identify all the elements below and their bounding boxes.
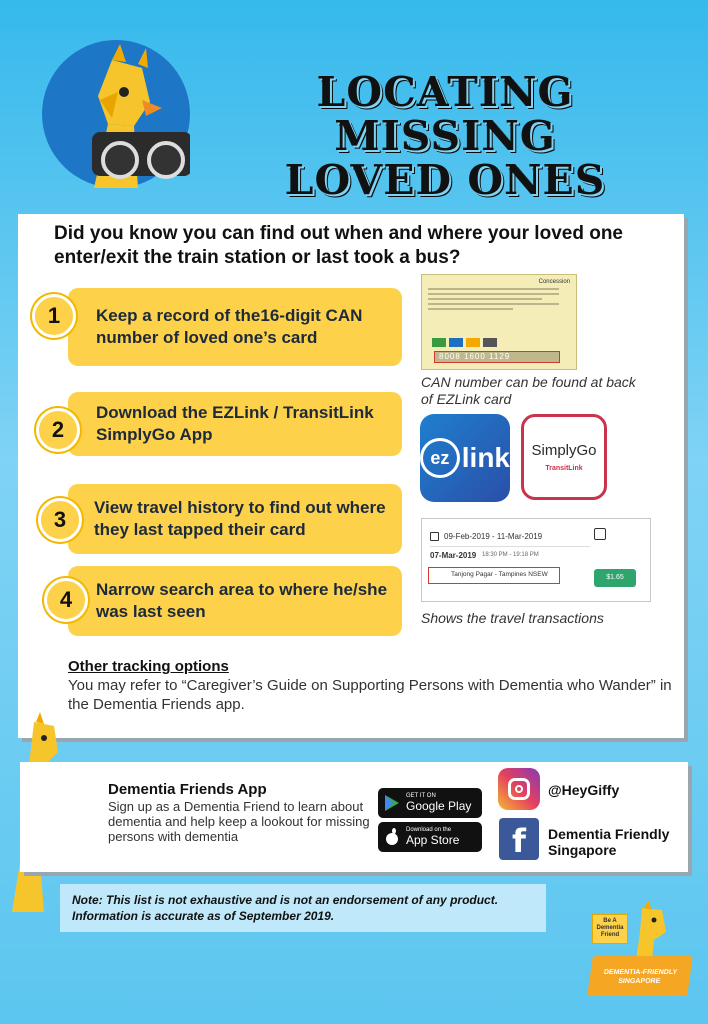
concession-card-image [421,274,577,370]
facebook-page-name[interactable] [548,826,669,858]
concession-heading: Concession [538,279,570,285]
trip-date: 07-Mar-2019 [430,551,477,560]
trip-route: Tanjong Pagar - Tampines NSEW [428,567,560,584]
simplygo-app-icon [521,414,607,500]
travel-history-panel [421,518,651,602]
facebook-line-1: Dementia Friendly [548,826,670,842]
app-store-small: Download on the [406,827,452,833]
step-4 [68,566,402,636]
google-play-small: GET IT ON [406,793,436,799]
facebook-line-2: Singapore [548,842,617,858]
intro-question: Did you know you can find out when and where your loved one enter/exit the train station or last took a bus? [54,223,623,268]
step-1 [68,288,402,366]
ezlink-ez: ez [420,438,460,478]
app-store-big: App Store [406,833,460,847]
step-3-number: 3 [38,498,82,542]
app-store-button[interactable] [378,822,482,852]
be-a-dementia-friend-tag: Be A Dementia Friend [592,914,628,944]
step-3-text: View travel history to find out where they last tapped their card [94,498,386,539]
step-2 [68,392,402,456]
step-2-number: 2 [36,408,80,452]
trip-time: 18:30 PM - 19:18 PM [482,552,539,558]
step-1-number: 1 [32,294,76,338]
giraffe-binoculars-icon [42,40,190,188]
ezlink-link: link [461,442,510,473]
other-options-text: You may refer to “Caregiver’s Guide on Supporting Persons with Dementia who Wander” in the Dementia Friends app. [68,677,672,713]
play-store-icon [384,794,400,812]
trip-fare: $1.65 [594,569,636,587]
title-line-2: LOVED ONES [284,156,606,204]
other-options-title: Other tracking options [68,658,229,675]
card-logos-icon [432,338,497,347]
ezlink-app-icon [420,414,510,502]
date-range [430,527,590,547]
dementia-app-text: Sign up as a Dementia Friend to learn about dementia and help keep a lookout for missing persons with dementia [108,799,370,844]
title-line-1: LOCATING MISSING [316,68,574,160]
step-3 [68,484,402,554]
dementia-app-title: Dementia Friends App [108,781,267,798]
disclaimer-note: Note: This list is not exhaustive and is not an endorsement of any product. Information is accurate as of September 2019. [60,884,546,932]
calendar-icon [430,532,439,541]
apple-icon [384,828,400,846]
step-2-text: Download the EZLink / TransitLink SimplyGo App [96,403,374,444]
travel-caption: Shows the travel transactions [421,610,604,626]
chart-icon [594,528,606,540]
date-range-text: 09-Feb-2019 - 11-Mar-2019 [444,532,543,541]
dementia-friendly-singapore-badge: DEMENTIA-FRIENDLY SINGAPORE [587,956,693,996]
step-1-text: Keep a record of the16-digit CAN number of loved one’s card [96,306,363,347]
can-number-strip: 8008 1600 1129 [434,351,560,363]
step-4-text: Narrow search area to where he/she was last seen [96,580,388,621]
page-title [200,70,690,202]
transitlink-label: TransitLink [545,465,583,472]
google-play-big: Google Play [406,799,472,813]
facebook-icon[interactable]: f [499,818,539,860]
giraffe-logo [42,40,190,188]
step-4-number: 4 [44,578,88,622]
simplygo-label: SimplyGo [531,442,597,459]
instagram-handle[interactable]: @HeyGiffy [548,782,620,798]
instagram-icon[interactable] [498,768,540,810]
google-play-button[interactable] [378,788,482,818]
can-caption: CAN number can be found at back of EZLink card [421,374,636,407]
giraffe-badge-icon [628,900,678,960]
